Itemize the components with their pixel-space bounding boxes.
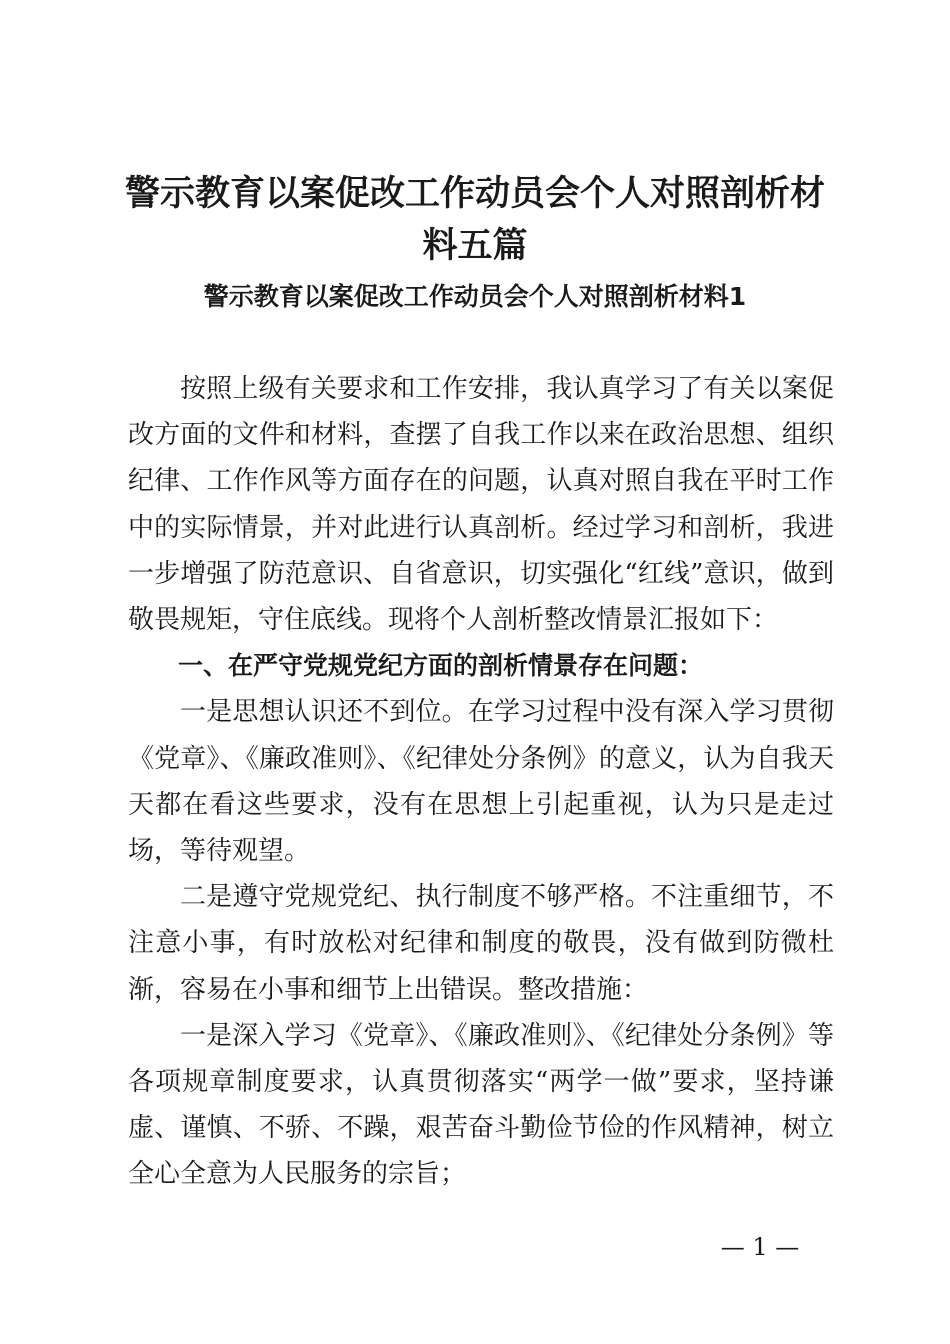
document-subtitle: 警示教育以案促改工作动员会个人对照剖析材料1 xyxy=(203,282,747,311)
section-heading: 一、在严守党规党纪方面的剖析情景存在问题： xyxy=(178,651,704,681)
paragraph-problem-2: 二是遵守党规党纪、执行制度不够严格。不注重细节，不注意小事，有时放松对纪律和制度的敬畏，没有做到防微杜渐，容易在小事和细节上出错误。整改措施： xyxy=(128,882,834,1005)
document-title: 警示教育以案促改工作动员会个人对照剖析材料五篇 xyxy=(124,173,825,266)
document-body xyxy=(128,366,834,1198)
paragraph-problem-1: 一是思想认识还不到位。在学习过程中没有深入学习贯彻《党章》、《廉政准则》、《纪律处分条例》的意义，认为自我天天都在看这些要求，没有在思想上引起重视，认为只是走过场，等待观望。 xyxy=(128,697,834,867)
paragraph-measure-1: 一是深入学习《党章》、《廉政准则》、《纪律处分条例》等各项规章制度要求，认真贯彻落实“两学一做”要求，坚持谦虚、谨慎、不骄、不躁，艰苦奋斗勤俭节俭的作风精神，树立全心全意为人民服务的宗旨； xyxy=(128,1020,834,1190)
paragraph-intro: 按照上级有关要求和工作安排，我认真学习了有关以案促改方面的文件和材料，查摆了自我工作以来在政治思想、组织纪律、工作作风等方面存在的问题，认真对照自我在平时工作中的实际情景，并对此进行认真剖析。经过学习和剖析，我进一步增强了防范意识、自省意识，切实强化“红线”意识，做到敬畏规矩，守住底线。现将个人剖析整改情景汇报如下： xyxy=(128,374,834,636)
page-number: — 1 — xyxy=(720,1233,800,1261)
